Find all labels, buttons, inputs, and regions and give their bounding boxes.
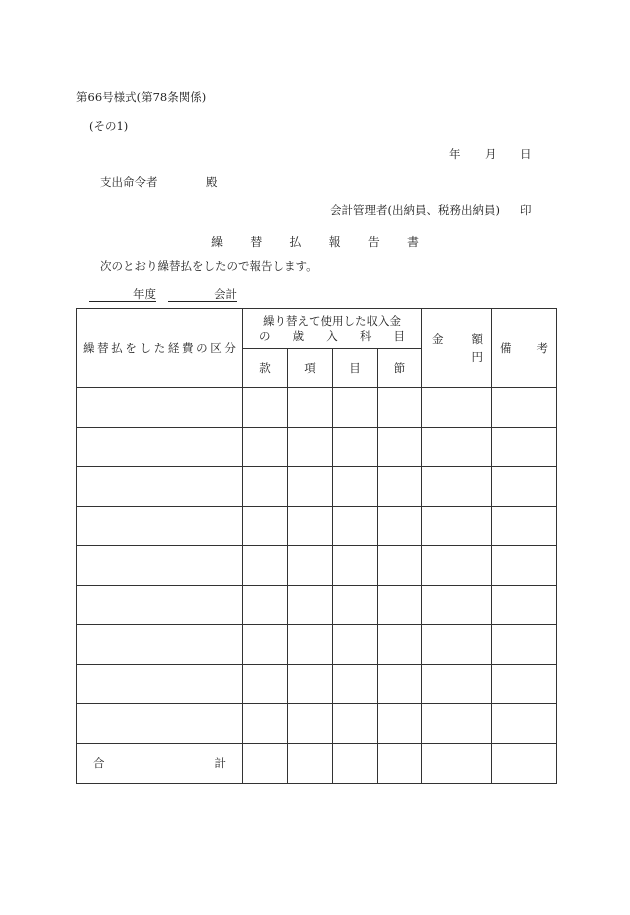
table-cell[interactable] <box>422 585 492 625</box>
fiscal-account-label: 会計 <box>214 287 237 301</box>
date-month-label: 月 <box>485 147 497 161</box>
table-cell[interactable] <box>378 664 422 704</box>
table-cell[interactable] <box>288 546 333 586</box>
table-cell[interactable] <box>422 427 492 467</box>
total-cell[interactable] <box>422 743 492 783</box>
title-char: 告 <box>367 235 380 249</box>
total-cell[interactable] <box>288 743 333 783</box>
table-cell[interactable] <box>288 664 333 704</box>
table-row <box>77 625 557 665</box>
intro-text: 次のとおり繰替払をしたので報告します。 <box>100 259 318 273</box>
table-cell[interactable] <box>422 467 492 507</box>
fiscal-account-blank[interactable] <box>168 289 214 302</box>
table-cell[interactable] <box>422 546 492 586</box>
total-label: 合 計 <box>77 743 243 783</box>
subheader-setsu: 節 <box>378 349 422 388</box>
table-cell[interactable] <box>77 664 243 704</box>
table-cell[interactable] <box>243 625 288 665</box>
table-cell[interactable] <box>492 546 557 586</box>
table-cell[interactable] <box>333 625 378 665</box>
amount-unit: 円 <box>471 350 483 364</box>
table-row <box>77 427 557 467</box>
category-header: 繰 替 払 を し た 経 費 の 区 分 <box>77 309 243 388</box>
table-cell[interactable] <box>378 467 422 507</box>
table-cell[interactable] <box>333 467 378 507</box>
table-cell[interactable] <box>492 427 557 467</box>
table-row <box>77 704 557 744</box>
table-cell[interactable] <box>77 704 243 744</box>
table-cell[interactable] <box>492 664 557 704</box>
table-row <box>77 546 557 586</box>
table-cell[interactable] <box>492 704 557 744</box>
title-char: 払 <box>289 235 302 249</box>
table-cell[interactable] <box>333 704 378 744</box>
table-cell[interactable] <box>378 427 422 467</box>
date-day-label: 日 <box>520 147 532 161</box>
table-cell[interactable] <box>378 704 422 744</box>
table-cell[interactable] <box>422 704 492 744</box>
table-cell[interactable] <box>333 506 378 546</box>
total-cell[interactable] <box>492 743 557 783</box>
table-cell[interactable] <box>378 506 422 546</box>
table-cell[interactable] <box>288 506 333 546</box>
table-cell[interactable] <box>288 427 333 467</box>
table-cell[interactable] <box>288 467 333 507</box>
addressee-role: 支出命令者 <box>100 175 158 189</box>
table-cell[interactable] <box>77 427 243 467</box>
remarks-header: 備 考 <box>492 309 557 388</box>
subheader-moku: 目 <box>333 349 378 388</box>
table-cell[interactable] <box>243 546 288 586</box>
table-cell[interactable] <box>243 388 288 428</box>
table-cell[interactable] <box>422 625 492 665</box>
title-char: 繰 <box>211 235 224 249</box>
table-cell[interactable] <box>333 585 378 625</box>
table-cell[interactable] <box>243 467 288 507</box>
table-cell[interactable] <box>378 388 422 428</box>
table-cell[interactable] <box>422 664 492 704</box>
addressee-honorific: 殿 <box>206 175 218 189</box>
total-cell[interactable] <box>333 743 378 783</box>
fiscal-line <box>89 289 237 302</box>
table-cell[interactable] <box>422 388 492 428</box>
table-cell[interactable] <box>288 625 333 665</box>
table-cell[interactable] <box>378 625 422 665</box>
table-cell[interactable] <box>333 427 378 467</box>
issuer-seal: 印 <box>520 203 532 217</box>
table-cell[interactable] <box>77 506 243 546</box>
report-table <box>76 308 557 784</box>
table-cell[interactable] <box>492 467 557 507</box>
table-cell[interactable] <box>492 388 557 428</box>
revenue-item-group-header: 繰り替えて使用した収入金 の 歳 入 科 目 <box>243 309 422 349</box>
table-cell[interactable] <box>288 704 333 744</box>
table-row <box>77 467 557 507</box>
table-row <box>77 388 557 428</box>
table-cell[interactable] <box>77 467 243 507</box>
table-cell[interactable] <box>288 585 333 625</box>
title-char: 報 <box>328 235 341 249</box>
table-cell[interactable] <box>243 664 288 704</box>
table-cell[interactable] <box>333 388 378 428</box>
table-row <box>77 664 557 704</box>
fiscal-year-blank[interactable] <box>89 289 133 302</box>
total-cell[interactable] <box>243 743 288 783</box>
table-row <box>77 506 557 546</box>
table-cell[interactable] <box>288 388 333 428</box>
table-cell[interactable] <box>243 427 288 467</box>
sub-number: (その1) <box>89 119 129 133</box>
table-cell[interactable] <box>77 388 243 428</box>
table-cell[interactable] <box>492 625 557 665</box>
title-char: 替 <box>250 235 263 249</box>
table-cell[interactable] <box>333 664 378 704</box>
table-cell[interactable] <box>492 585 557 625</box>
table-cell[interactable] <box>333 546 378 586</box>
total-cell[interactable] <box>378 743 422 783</box>
report-title <box>211 233 419 250</box>
table-cell[interactable] <box>77 546 243 586</box>
table-row <box>77 585 557 625</box>
table-cell[interactable] <box>77 585 243 625</box>
table-cell[interactable] <box>243 585 288 625</box>
table-cell[interactable] <box>378 546 422 586</box>
table-cell[interactable] <box>243 704 288 744</box>
form-number: 第66号様式(第78条関係) <box>76 90 207 104</box>
data-rows <box>77 388 557 744</box>
table-cell[interactable] <box>77 625 243 665</box>
fiscal-year-label: 年度 <box>133 287 156 301</box>
table-cell[interactable] <box>422 506 492 546</box>
date-year-label: 年 <box>449 147 461 161</box>
amount-header: 金 額 円 <box>422 309 492 388</box>
issuer-title: 会計管理者(出納員、税務出納員) <box>330 203 500 217</box>
table-cell[interactable] <box>492 506 557 546</box>
total-row <box>77 743 557 783</box>
table-cell[interactable] <box>243 506 288 546</box>
subheader-kou: 項 <box>288 349 333 388</box>
subheader-kan: 款 <box>243 349 288 388</box>
table-cell[interactable] <box>378 585 422 625</box>
title-char: 書 <box>406 235 419 249</box>
